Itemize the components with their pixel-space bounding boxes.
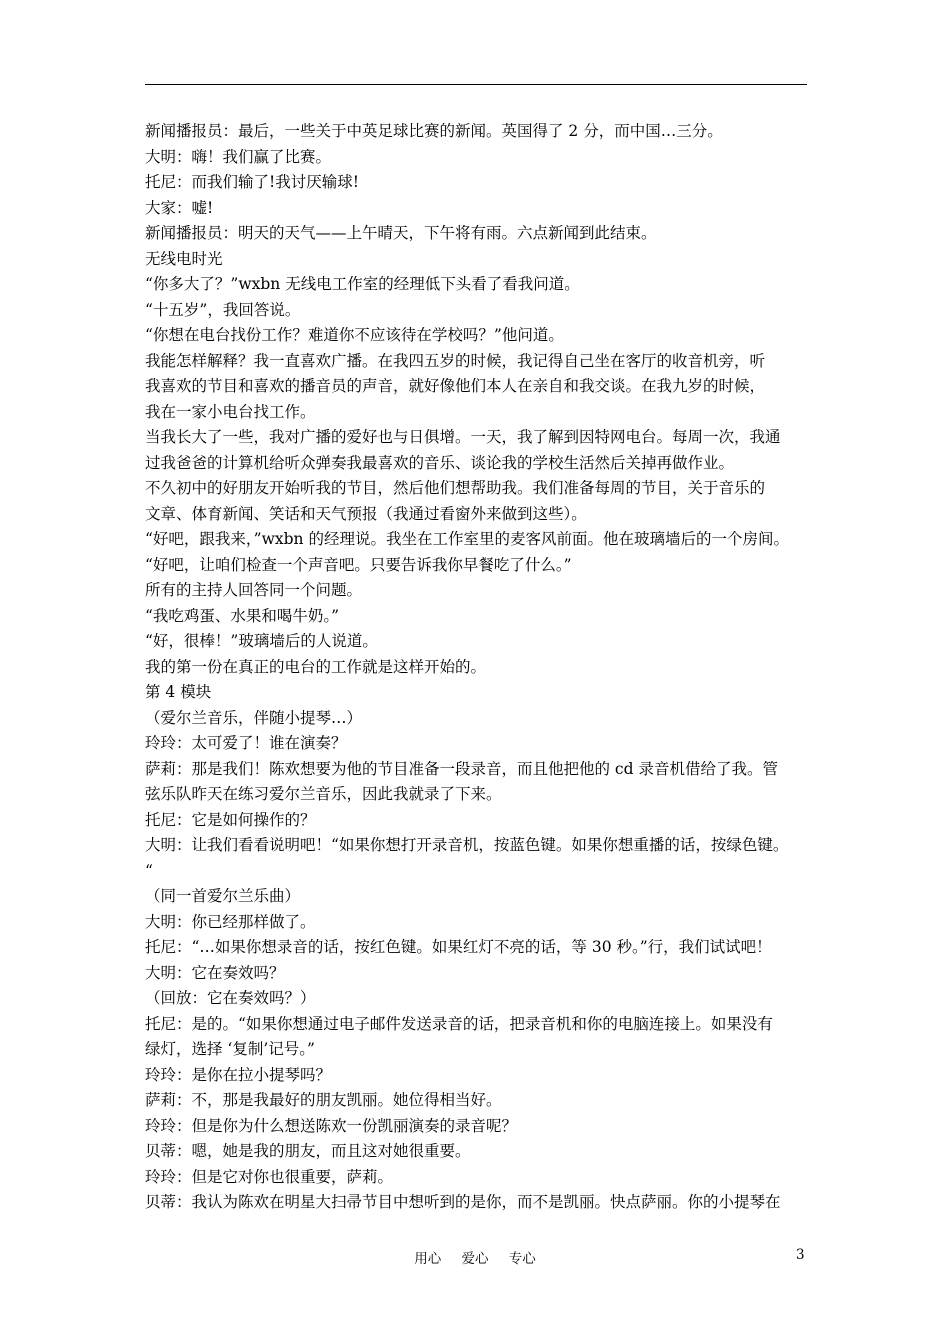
text-line: 贝蒂：嗯，她是我的朋友，而且这对她很重要。 [145,1142,471,1160]
text-line: “好吧，让咱们检查一个声音吧。只要告诉我你早餐吃了什么。” [145,555,572,574]
text-line: 无线电时光 [145,249,223,268]
text-line: 大明：嗨！我们赢了比赛。 [145,147,332,166]
text-line: “你想在电台找份工作？难道你不应该待在学校吗？”他问道。 [145,326,564,344]
text-line: “好，很棒！”玻璃墙后的人说道。 [145,632,378,650]
text-line: 玲玲：是你在拉小提琴吗？ [145,1065,332,1084]
text-line: 所有的主持人回答同一个问题。 [145,581,363,599]
text-line: （爱尔兰音乐，伴随小提琴…） [145,708,363,727]
text-line: 大明：让我们看看说明吧！“如果你想打开录音机，按蓝色键。如果你想重播的话，按绿色键。 [145,836,789,854]
text-line: 第 4 模块 [145,683,212,701]
text-line: （回放：它在奏效吗？） [145,989,316,1007]
text-line: 托尼：而我们输了!我讨厌输球! [145,173,359,191]
text-line: 大明：你已经那样做了。 [145,912,316,931]
text-line: 玲玲：但是它对你也很重要，萨莉。 [145,1167,394,1186]
text-line: 我的第一份在真正的电台的工作就是这样开始的。 [145,657,487,676]
text-line: 不久初中的好朋友开始听我的节目，然后他们想帮助我。我们准备每周的节目，关于音乐的 [145,479,766,497]
document-body [145,119,825,1216]
text-line: 玲玲：但是你为什么想送陈欢一份凯丽演奏的录音呢？ [145,1116,518,1135]
text-line: 绿灯，选择 ‘复制’记号。” [145,1040,315,1058]
text-line: “我吃鸡蛋、水果和喝牛奶。” [145,606,340,625]
text-line: 托尼：是的。“如果你想通过电子邮件发送录音的话，把录音机和你的电脑连接上。如果没有 [145,1014,773,1033]
text-line: “你多大了？”wxbn 无线电工作室的经理低下头看了看我问道。 [145,275,580,293]
footer-motto: 用心 爱心 专心 [414,1251,536,1267]
text-line: 弦乐队昨天在练习爱尔兰音乐，因此我就录了下来。 [145,785,502,803]
text-line: 我喜欢的节目和喜欢的播音员的声音，就好像他们本人在亲自和我交谈。在我九岁的时候， [145,377,766,395]
text-line: 托尼：它是如何操作的？ [145,810,316,829]
text-line: 新闻播报员：最后，一些关于中英足球比赛的新闻。英国得了 2 分，而中国…三分。 [145,122,723,140]
text-line: 我能怎样解释？我一直喜欢广播。在我四五岁的时候，我记得自己坐在客厅的收音机旁，听 [145,351,766,370]
text-line: 萨莉：那是我们！陈欢想要为他的节目准备一段录音，而且他把他的 cd 录音机借给了我。管 [145,759,778,778]
header-rule [145,84,807,85]
text-line: 当我长大了一些，我对广播的爱好也与日俱增。一天，我了解到因特网电台。每周一次，我通 [145,428,781,446]
page-number: 3 [796,1247,805,1263]
text-line: 贝蒂：我认为陈欢在明星大扫帚节目中想听到的是你，而不是凯丽。快点萨丽。你的小提琴在 [145,1193,781,1211]
text-line: 新闻播报员：明天的天气——上午晴天，下午将有雨。六点新闻到此结束。 [145,224,657,242]
text-line: “ [145,861,153,880]
text-line: 大明：它在奏效吗？ [145,963,285,982]
text-line: “十五岁”，我回答说。 [145,300,301,319]
text-line: 文章、体育新闻、笑话和天气预报（我通过看窗外来做到这些）。 [145,504,587,523]
text-line: 大家：嘘! [145,198,214,217]
text-line: （同一首爱尔兰乐曲） [145,887,301,905]
text-line: 托尼：“…如果你想录音的话，按红色键。如果红灯不亮的话，等 30 秒。”行，我们试试吧！ [145,938,772,956]
text-line: 我在一家小电台找工作。 [145,402,316,421]
text-line: 玲玲：太可爱了！谁在演奏？ [145,734,347,752]
text-line: 萨莉：不，那是我最好的朋友凯丽。她位得相当好。 [145,1091,502,1109]
text-line: “好吧，跟我来，”wxbn 的经理说。我坐在工作室里的麦客风前面。他在玻璃墙后的一个房间。 [145,530,789,548]
text-line: 过我爸爸的计算机给听众弹奏我最喜欢的音乐、谈论我的学校生活然后关掉再做作业。 [145,453,735,472]
